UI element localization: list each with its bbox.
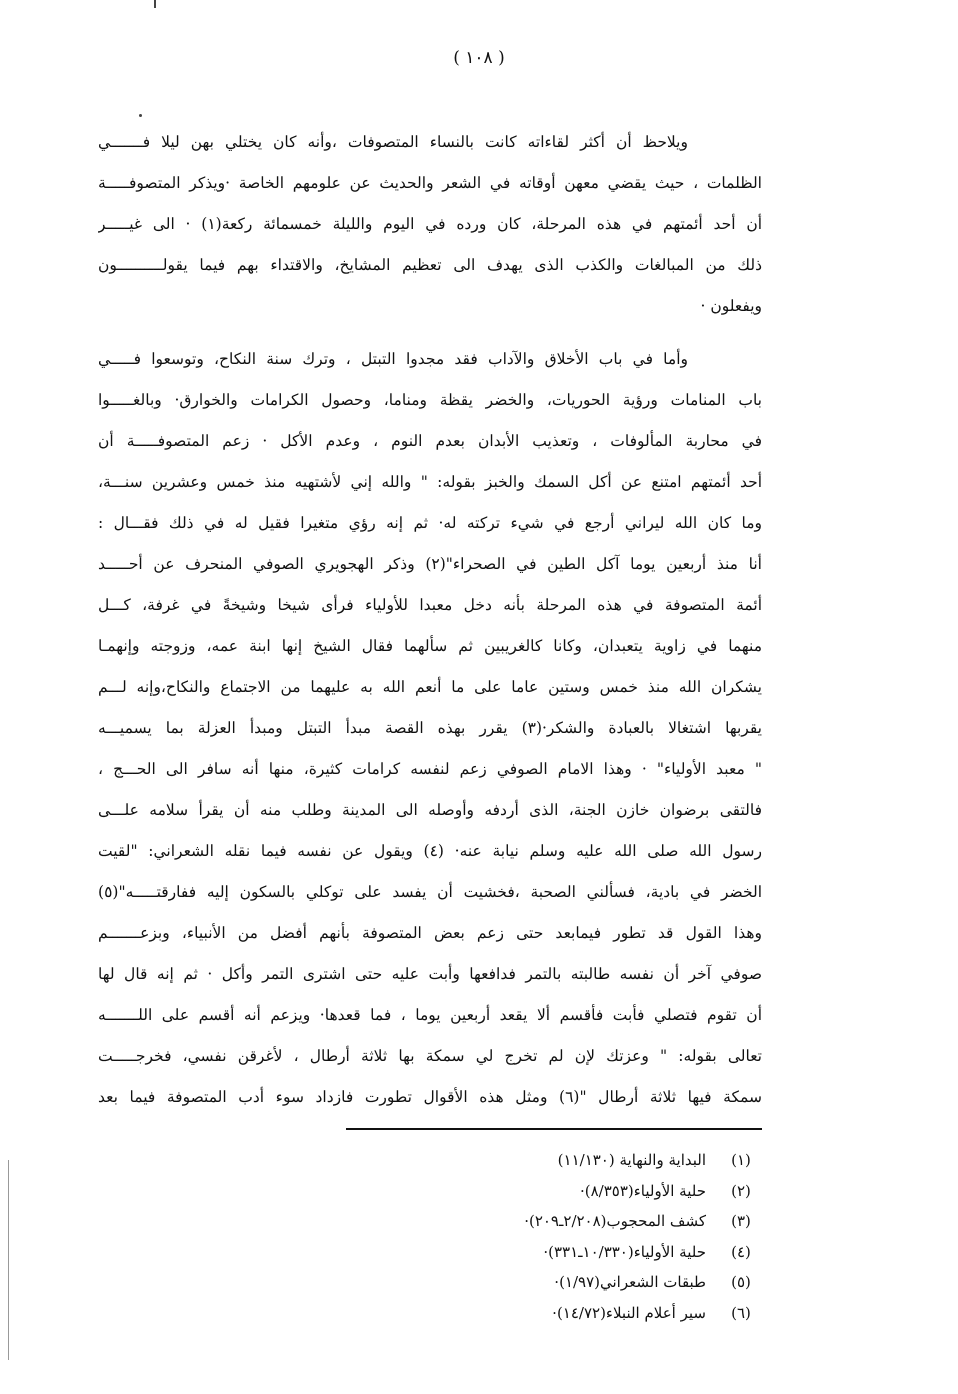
scan-edge-mark [8, 1160, 9, 1360]
footnote [300, 1237, 770, 1268]
scan-edge-mark [154, 0, 156, 8]
text-line: أنا منذ أربعين يوما آكل الطين في الصحراء"(٢) وذكر الهجويري الصوفي المنحرف عن أحـــــد [98, 555, 762, 573]
text-line: سمكة فيها ثلاثة أرطال "(٦) ومثل هذه الأقوال تطورت فازداد سوء أدب المتصوفة فيما بعد [98, 1088, 762, 1106]
text-line: فالتقى برضوان خازن الجنة، الذى أردفه وأوصله الى المدينة وطلب منه أن يقرأ سلامه علـــى [98, 801, 762, 819]
text-line: الخضر في بادية، فسألني الصحبة ،فخشيت أن يفسد على توكلي بالسكون إليه ففارقتـــــه"(٥) [98, 883, 762, 901]
text-line: باب المنامات ورؤية الحوريات، والخضر يقظة ومناما، وحصول الكرامات والخوارق· وبالغـــــوا [98, 391, 762, 409]
footnote-text: حلية الأولياء(٨/٣٥٣)· [579, 1181, 706, 1200]
footnote-text: كشف المحجوب(٢/٢٠٨ـ٢٠٩)· [524, 1212, 706, 1231]
text-line: منهما في زاوية يتعبدان، وكانا كالغريبين ثم سألهما فقال الشيخ إنها ابنة عمه، وزوجته وإنهمـا [98, 637, 762, 655]
text-line: أن أحد أئمتهم في هذه المرحلة، كان ورده في اليوم والليلة خمسمائة ركعة(١) · الى غيـــــر [98, 215, 762, 233]
footnote [300, 1267, 770, 1298]
footnote-text: حلية الأولياء(١٠/٣٣٠ـ٣٣١)· [543, 1242, 706, 1261]
text-line: الظلمات ، حيث يقضي معهن أوقاته في الشعر والحديث عن علومهم الخاصة ·ويذكر المتصوفـــــة [98, 174, 762, 192]
text-line: وأما في باب الأخلاق والآداب فقد مجدوا التبتل ، وترك سنة النكاح، وتوسعوا فـــــي [98, 350, 688, 368]
footnote-text: البداية والنهاية (١١/١٣٠) [557, 1151, 706, 1170]
text-line: ذلك من المبالغات والكذب الذى يهدف الى تعظيم المشايخ، والاقتداء بهم فيما يقولــــــــــون [98, 256, 762, 274]
footnote-number: (٤) [731, 1242, 751, 1261]
text-line: وما كان الله ليراني أرجع في شيء تركته له· ثم إنه رؤي متغيرا فقيل له في ذلك فقـــال : [98, 514, 762, 532]
text-line: أئمة المتصوفة في هذه المرحلة بأنه دخل معبدا للأولياء فرأى شيخا وشيخةً في غرفة، كـــل [98, 596, 762, 614]
page-number: ( ١٠٨ ) [453, 48, 505, 68]
footnote [300, 1298, 770, 1329]
footnote-text: طبقات الشعراني(١/٩٧)· [554, 1273, 706, 1292]
footnote-number: (٢) [731, 1181, 751, 1200]
footnote-number: (٦) [731, 1303, 751, 1322]
text-line: تعالى بقوله: " وعزتك لإن لم تخرج لي سمكة بها ثلاثة أرطال ، لأغرقن نفسي، فخرجـــــت [98, 1047, 762, 1065]
footnote [300, 1176, 770, 1207]
footnote [300, 1206, 770, 1237]
text-line: وهذا القول قد تطور فيمابعد حتى زعم بعض المتصوفة بأنهم أفضل من الأنبياء، وبزعـــــــم [98, 924, 762, 942]
text-line: " معبد الأولياء" · وهذا الامام الصوفي زعم لنفسه كرامات كثيرة، منها أنه سافر الى الحـــج ، [98, 760, 762, 778]
footnote-number: (٥) [731, 1273, 751, 1292]
text-line: في محاربة المألوفات ، وتعذيب الأبدان بعدم النوم ، وعدم الأكل · زعم المتصوفـــــة أن [98, 432, 762, 450]
footnote [300, 1145, 770, 1176]
footnote-divider [346, 1128, 762, 1130]
paragraph [98, 122, 762, 327]
scan-dot [139, 114, 142, 117]
text-line: رسول الله صلى الله عليه وسلم نيابة عنه· (٤) ويقول عن نفسه فيما نقله الشعراني: "لقيت [98, 842, 762, 860]
text-line: ويفعلون · [700, 297, 762, 315]
body-text [98, 122, 762, 1118]
footnote-number: (٣) [731, 1212, 751, 1231]
footnote-number: (١) [731, 1151, 751, 1170]
paragraph [98, 339, 762, 1118]
text-line: يقربها اشتغالا بالعبادة والشكر·(٣) يقرر بهذه القصة مبدأ التبتل ومبدأ العزلة بما يسميـــه [98, 719, 762, 737]
text-line: صوفي آخر أن نفسه طالبته بالتمر فدافعها وأبت عليه حتى اشترى التمر وأكل · ثم إنه قال لها [98, 965, 762, 983]
text-line: أن تقوم فتصلي فأبت فأقسم ألا يقعد أربعين يوما ، فما قعدها· ويزعم أنه أقسم على اللـــــــه [98, 1006, 762, 1024]
text-line: أحد أئمتهم امتنع عن أكل السمك والخبز بقوله: " والله إني لأشتهيه منذ خمس وعشرين سنـــة، [98, 473, 762, 491]
footnote-text: سير أعلام النبلاء(١٤/٧٢)· [552, 1303, 706, 1322]
text-line: ويلاحظ أن أكثر لقاءاته كانت بالنساء المتصوفات ،وأنه كان يختلي بهن ليلا فـــــــي [98, 133, 688, 151]
footnotes [300, 1145, 770, 1328]
text-line: يشكران الله منذ خمس وستين عاما على ما أنعم الله به عليهما من الاجتماع والنكاح،وإنه لـــم [98, 678, 762, 696]
